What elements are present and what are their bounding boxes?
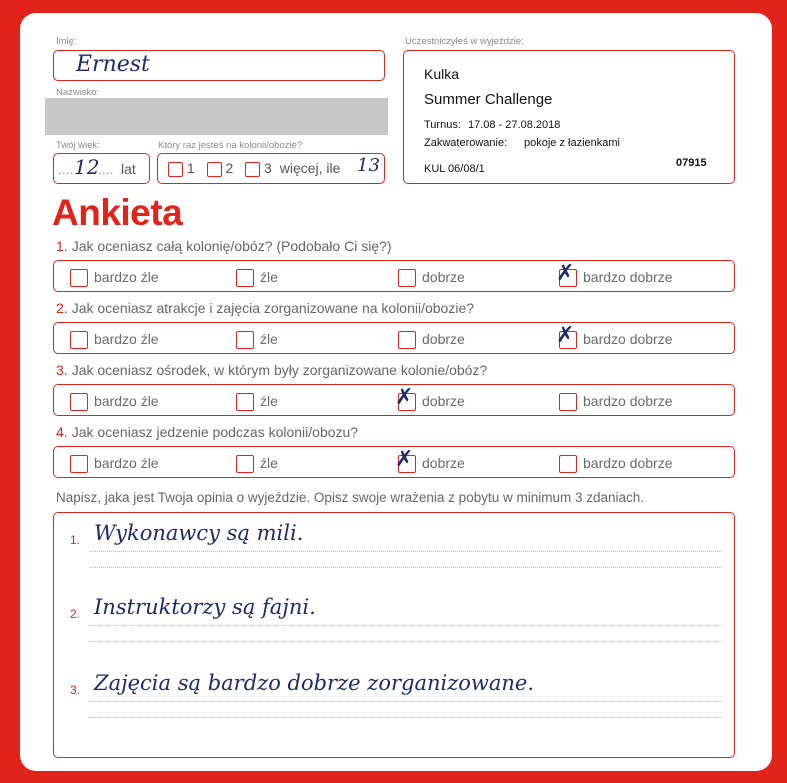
times-field	[157, 153, 385, 184]
turnus-value: 17.08 - 27.08.2018	[468, 119, 561, 131]
surname-label: Nazwisko:	[56, 87, 100, 98]
times-more-label: więcej, ile	[279, 160, 341, 176]
age-dots-before: ....	[58, 161, 74, 177]
times-2-checkbox[interactable]	[207, 162, 222, 177]
question-number: 1.	[56, 238, 68, 254]
age-unit: lat	[121, 161, 136, 177]
trip-info-box	[403, 50, 735, 184]
question-text: Jak oceniasz jedzenie podczas kolonii/obozu?	[71, 424, 359, 440]
rating-option	[398, 329, 465, 349]
question-4	[56, 424, 358, 440]
times-value: 13	[357, 155, 380, 176]
rating-option	[70, 267, 159, 287]
rating-option	[559, 453, 673, 473]
trip-line1: Kulka	[424, 66, 460, 82]
question-number: 2.	[56, 300, 68, 316]
question-number: 3.	[56, 362, 68, 378]
times-3-checkbox[interactable]	[245, 162, 260, 177]
question-text: Jak oceniasz całą kolonię/obóz? (Podobało Ci się?)	[71, 238, 392, 254]
age-dots-after: ....	[98, 161, 114, 177]
rating-label: dobrze	[422, 269, 465, 285]
rating-checkbox[interactable]	[70, 269, 88, 287]
rating-checkbox[interactable]	[559, 393, 577, 411]
question-text: Jak oceniasz ośrodek, w którym były zorganizowane kolonie/obóz?	[71, 362, 488, 378]
rating-option	[556, 261, 673, 287]
rating-checkbox[interactable]	[236, 269, 254, 287]
rating-label: bardzo źle	[94, 455, 159, 471]
check-mark-icon: ✗	[395, 385, 414, 411]
answer-3-text: Zajęcia są bardzo dobrze zorganizowane.	[94, 671, 535, 695]
rating-option	[398, 267, 465, 287]
times-3-label: 3	[264, 160, 272, 176]
surname-redaction	[45, 98, 388, 135]
rating-label: bardzo dobrze	[583, 455, 673, 471]
zakwaterowanie-label: Zakwaterowanie:	[424, 137, 508, 149]
rating-option	[236, 391, 278, 411]
question-1	[56, 238, 392, 254]
question-1-options	[53, 260, 735, 292]
rating-label: dobrze	[422, 393, 465, 409]
rating-option	[236, 267, 278, 287]
trip-code: KUL 06/08/1	[424, 163, 485, 175]
rating-checkbox[interactable]	[395, 385, 416, 411]
rating-label: bardzo źle	[94, 269, 159, 285]
rating-checkbox[interactable]	[556, 261, 577, 287]
check-mark-icon: ✗	[395, 447, 414, 473]
answer-3-number: 3.	[70, 683, 81, 697]
opinion-box[interactable]	[53, 512, 735, 758]
rating-label: źle	[260, 269, 278, 285]
rating-option	[70, 329, 159, 349]
rating-checkbox[interactable]	[70, 331, 88, 349]
writing-line	[90, 717, 722, 718]
question-2	[56, 300, 474, 316]
answer-2-text: Instruktorzy są fajni.	[94, 595, 316, 619]
rating-checkbox[interactable]	[398, 269, 416, 287]
rating-checkbox[interactable]	[559, 455, 577, 473]
rating-option	[395, 447, 465, 473]
turnus-label: Turnus:	[424, 119, 461, 131]
rating-checkbox[interactable]	[395, 447, 416, 473]
writing-line	[90, 701, 722, 702]
name-value: Ernest	[76, 52, 150, 77]
rating-checkbox[interactable]	[236, 393, 254, 411]
rating-label: dobrze	[422, 331, 465, 347]
rating-label: bardzo dobrze	[583, 331, 673, 347]
writing-line	[90, 625, 722, 626]
times-1-checkbox[interactable]	[168, 162, 183, 177]
rating-option	[395, 385, 465, 411]
rating-option	[236, 329, 278, 349]
rating-option	[236, 453, 278, 473]
zakwaterowanie-value: pokoje z łazienkami	[524, 137, 620, 149]
page-title: Ankieta	[52, 192, 183, 233]
rating-label: dobrze	[422, 455, 465, 471]
rating-checkbox[interactable]	[236, 455, 254, 473]
writing-line	[90, 641, 722, 642]
rating-checkbox[interactable]	[236, 331, 254, 349]
question-2-options	[53, 322, 735, 354]
rating-label: bardzo dobrze	[583, 393, 673, 409]
rating-label: bardzo źle	[94, 331, 159, 347]
times-1-label: 1	[186, 160, 195, 176]
answer-1-text: Wykonawcy są mili.	[94, 521, 304, 545]
rating-option	[556, 323, 673, 349]
rating-label: bardzo źle	[94, 393, 159, 409]
check-mark-icon: ✗	[556, 323, 575, 349]
rating-label: źle	[260, 455, 278, 471]
trip-line2: Summer Challenge	[424, 91, 553, 108]
times-label: Który raz jesteś na kolonii/obozie?	[158, 140, 303, 151]
name-label: Imię:	[56, 36, 77, 47]
age-value: 12	[74, 155, 100, 179]
trip-number: 07915	[676, 157, 707, 169]
rating-option	[559, 391, 673, 411]
question-text: Jak oceniasz atrakcje i zajęcia zorganizowane na kolonii/obozie?	[71, 300, 475, 316]
question-3	[56, 362, 487, 378]
writing-line	[90, 567, 722, 568]
rating-checkbox[interactable]	[556, 323, 577, 349]
age-label: Twój wiek:	[56, 140, 100, 151]
writing-line	[90, 551, 722, 552]
rating-label: bardzo dobrze	[583, 269, 673, 285]
times-2-label: 2	[225, 160, 234, 176]
answer-1-number: 1.	[70, 533, 81, 547]
rating-checkbox[interactable]	[398, 331, 416, 349]
question-4-options	[53, 446, 735, 478]
answer-2-number: 2.	[70, 607, 81, 621]
question-number: 4.	[56, 424, 68, 440]
age-field[interactable]	[53, 153, 150, 184]
name-field[interactable]	[53, 50, 385, 81]
rating-label: źle	[260, 393, 278, 409]
rating-checkbox[interactable]	[70, 393, 88, 411]
check-mark-icon: ✗	[556, 261, 575, 287]
opinion-prompt: Napisz, jaka jest Twoja opinia o wyjeździe. Opisz swoje wrażenia z pobytu w minimum 3 zdaniach.	[56, 490, 645, 505]
trip-label: Uczestniczyłeś w wyjeździe:	[405, 36, 524, 47]
rating-option	[70, 453, 159, 473]
question-3-options	[53, 384, 735, 416]
rating-label: źle	[260, 331, 278, 347]
rating-checkbox[interactable]	[70, 455, 88, 473]
rating-option	[70, 391, 159, 411]
